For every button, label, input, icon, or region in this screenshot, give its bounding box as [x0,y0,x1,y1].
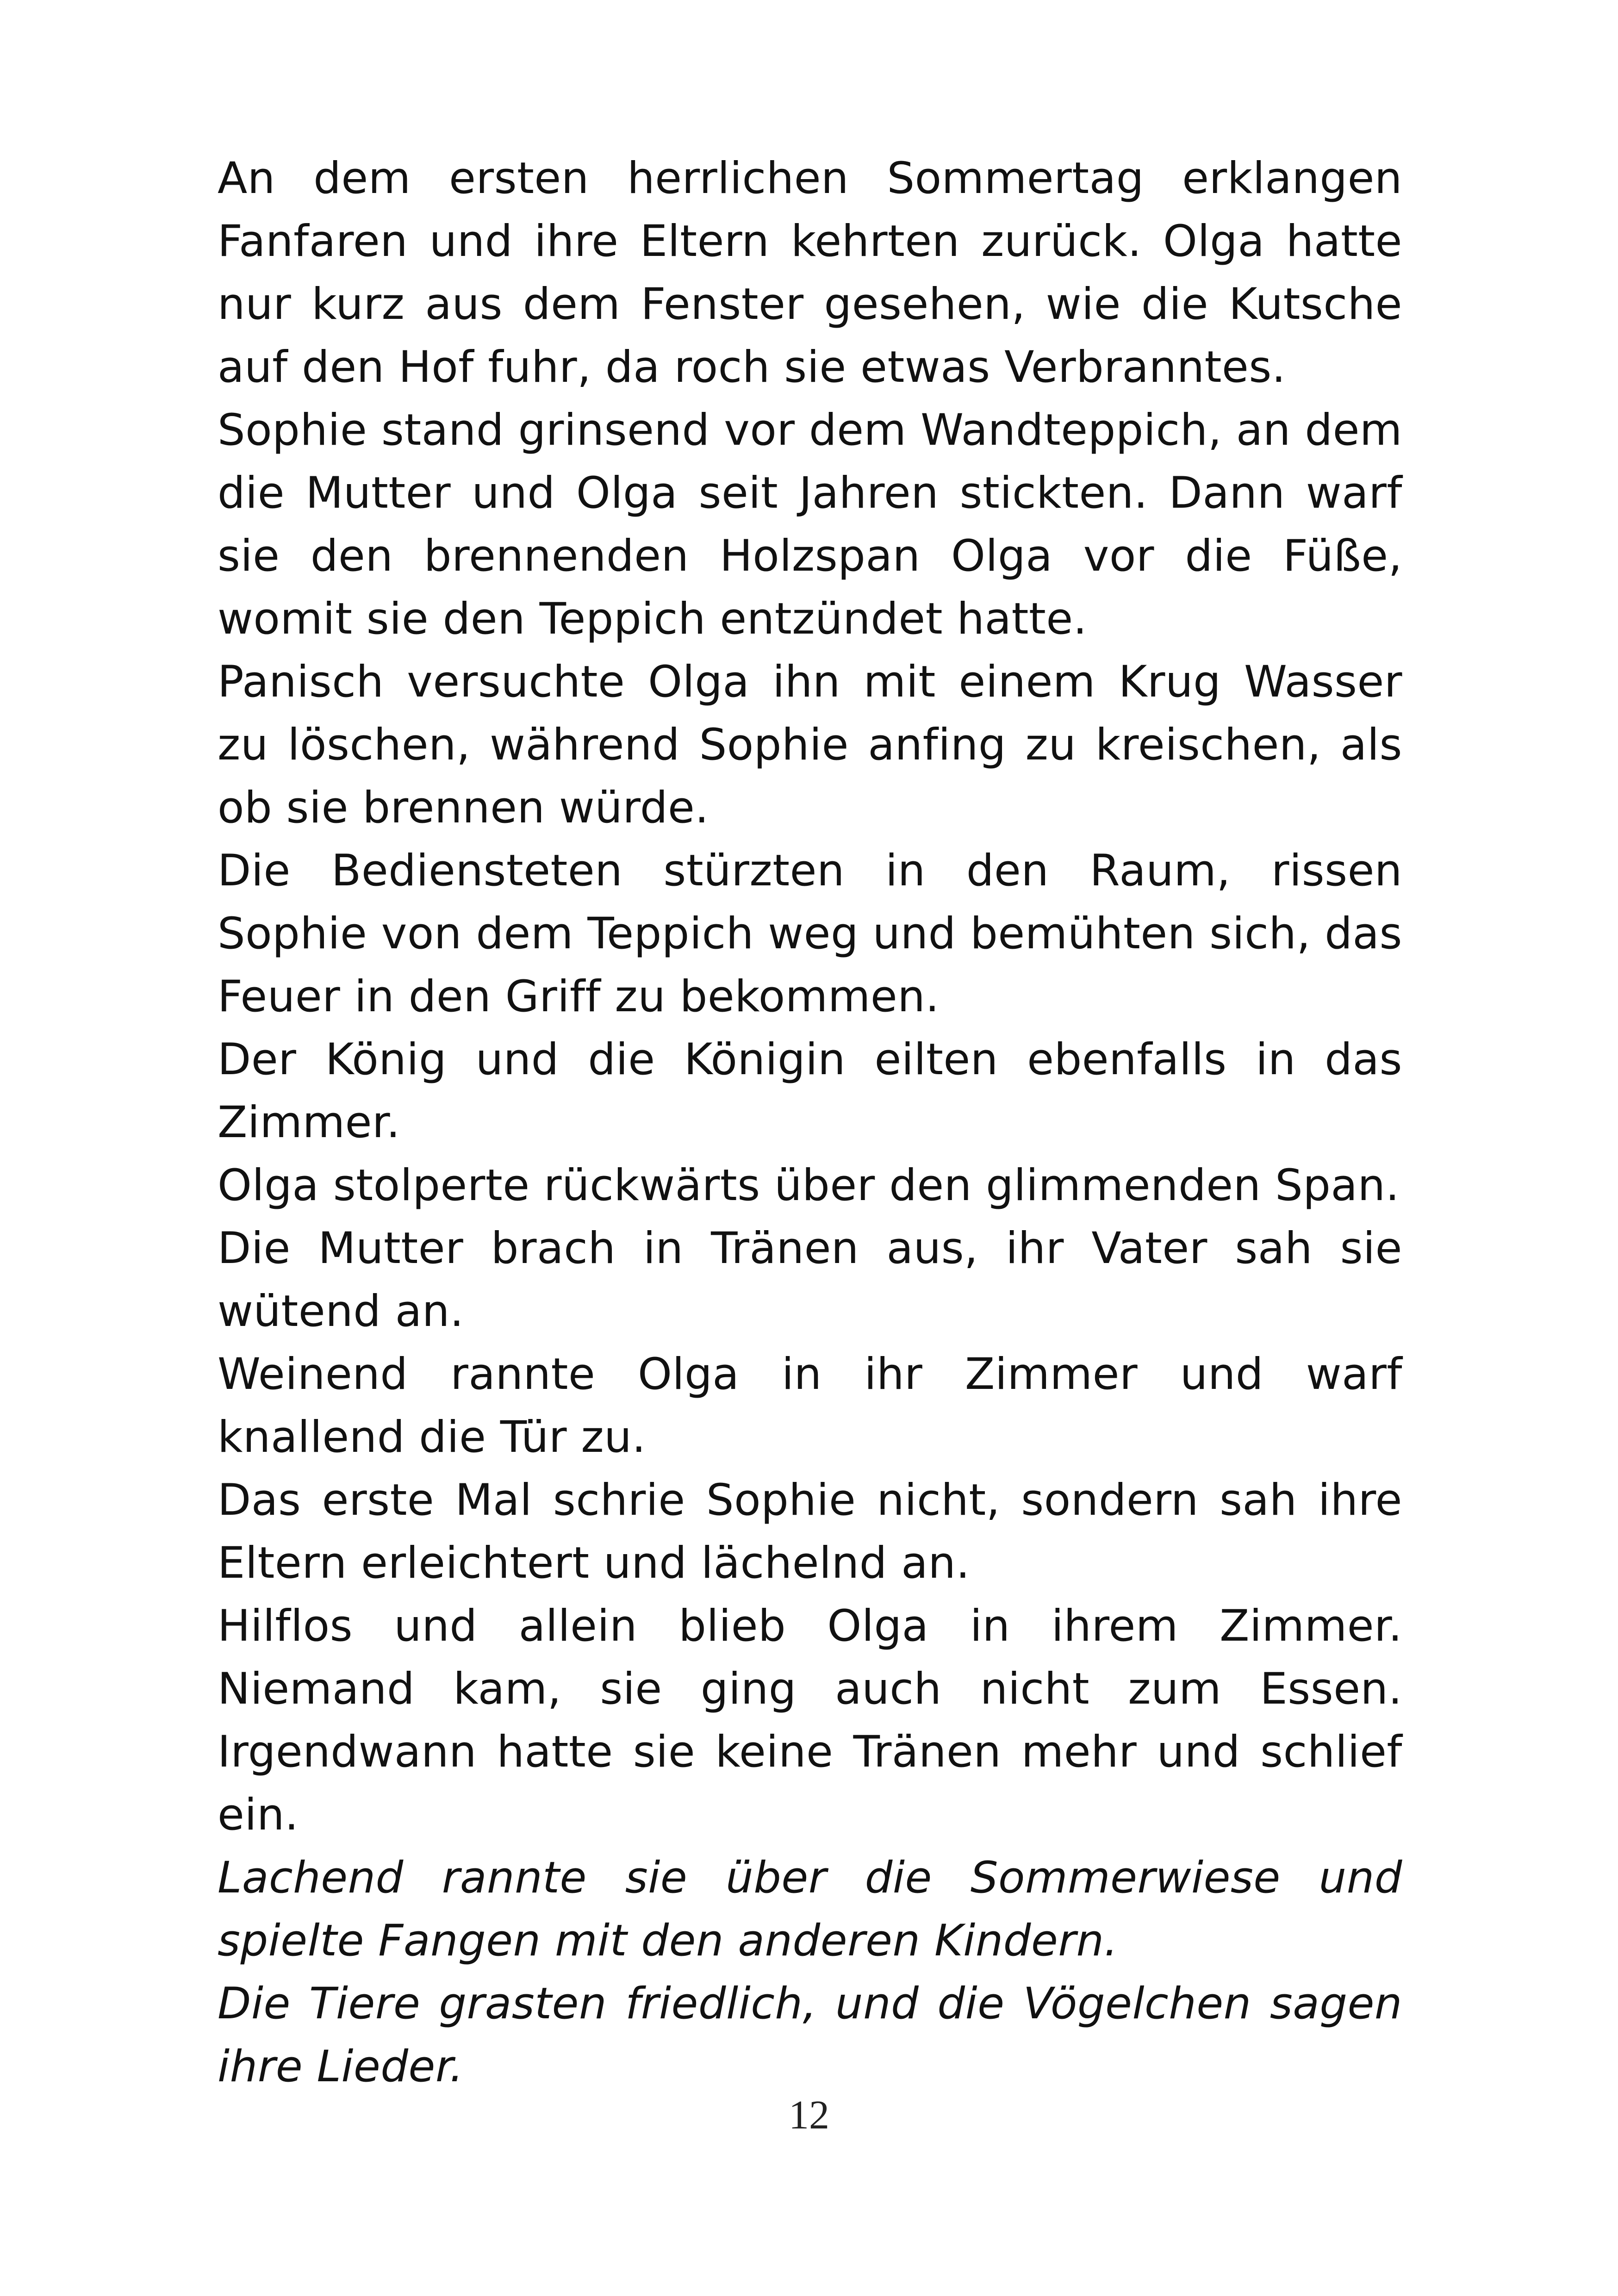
paragraph: Die Mutter brach in Tränen aus, ihr Vater sah sie wütend an. [218,1223,1402,1337]
paragraph: Hilflos und allein blieb Olga in ihrem Zimmer. Niemand kam, sie ging auch nicht zum Essen. Irgendwann hatte sie keine Tränen mehr und schlief ein. [218,1601,1402,1840]
paragraph: Der König und die Königin eilten ebenfalls in das Zimmer. [218,1034,1402,1148]
paragraph: Weinend rannte Olga in ihr Zimmer und warf knallend die Tür zu. [218,1349,1402,1462]
page-number: 12 [789,2093,829,2138]
paragraph: Die Bediensteten stürzten in den Raum, rissen Sophie von dem Teppich weg und bemühten sich, das Feuer in den Griff zu bekommen. [218,846,1402,1022]
body-text [218,147,1402,2098]
paragraph: Panisch versuchte Olga ihn mit einem Krug Wasser zu löschen, während Sophie anfing zu kreischen, als ob sie brennen würde. [218,657,1402,833]
paragraph: Sophie stand grinsend vor dem Wandteppich, an dem die Mutter und Olga seit Jahren stickten. Dann warf sie den brennenden Holzspan Olga vor die Füße, womit sie den Teppich entzündet hatte. [218,405,1402,644]
paragraph: An dem ersten herrlichen Sommertag erklangen Fanfaren und ihre Eltern kehrten zurück. Olga hatte nur kurz aus dem Fenster gesehen, wie die Kutsche auf den Hof fuhr, da roch sie etwas Verbranntes. [218,153,1402,392]
paragraph-italic: Die Tiere grasten friedlich, und die Vögelchen sagen ihre Lieder. [218,1979,1402,2092]
paragraph: Olga stolperte rückwärts über den glimmenden Span. [218,1160,1400,1211]
paragraph: Das erste Mal schrie Sophie nicht, sondern sah ihre Eltern erleichtert und lächelnd an. [218,1475,1402,1588]
paragraph-italic: Lachend rannte sie über die Sommerwiese und spielte Fangen mit den anderen Kindern. [218,1853,1402,1966]
